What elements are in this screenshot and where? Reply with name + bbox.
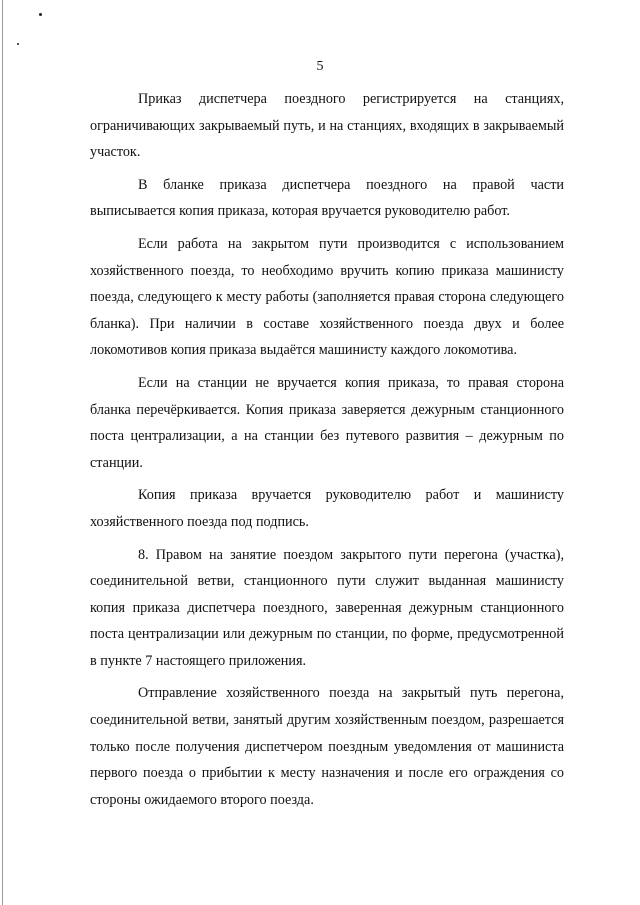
paragraph-7: Отправление хозяйственного поезда на закрытый путь перегона, соединительной ветви, занятый другим хозяйственным поездом, разрешается только после получения диспетчером поездным уведомления от машиниста первого поезда о прибытии к месту назначения и после его ограждения со стороны ожидаемого второго поезда. bbox=[90, 685, 564, 808]
scan-edge-line bbox=[2, 0, 3, 905]
paragraph-1: Приказ диспетчера поездного регистрируется на станциях, ограничивающих закрываемый путь, и на станциях, входящих в закрываемый участок. bbox=[90, 91, 564, 161]
paragraph-5: Копия приказа вручается руководителю работ и машинисту хозяйственного поезда под подпись. bbox=[90, 487, 564, 530]
paragraph-3: Если работа на закрытом пути производится с использованием хозяйственного поезда, то необходимо вручить копию приказа машинисту поезда, следующего к месту работы (заполняется правая сторона следующего бланка). При наличии в составе хозяйственного поезда двух и более локомотивов копия приказа выдаётся машинисту каждого локомотива. bbox=[90, 235, 564, 359]
document-body bbox=[90, 86, 564, 819]
scan-artifact-dot bbox=[39, 13, 42, 16]
scan-artifact-mark bbox=[17, 43, 19, 45]
paragraph-4: Если на станции не вручается копия приказа, то правая сторона бланка перечёркивается. Копия приказа заверяется дежурным станционного поста централизации, а на станции без путевого развития – дежурным по станции. bbox=[90, 374, 564, 471]
paragraph-6: 8. Правом на занятие поездом закрытого пути перегона (участка), соединительной ветви, станционного пути служит выданная машинисту копия приказа диспетчера поездного, заверенная дежурным станционного поста централизации или дежурным по станции, по форме, предусмотренной в пункте 7 настоящего приложения. bbox=[90, 546, 564, 669]
page-number: 5 bbox=[316, 59, 324, 74]
paragraph-2: В бланке приказа диспетчера поездного на правой части выписывается копия приказа, которая вручается руководителю работ. bbox=[90, 176, 564, 220]
